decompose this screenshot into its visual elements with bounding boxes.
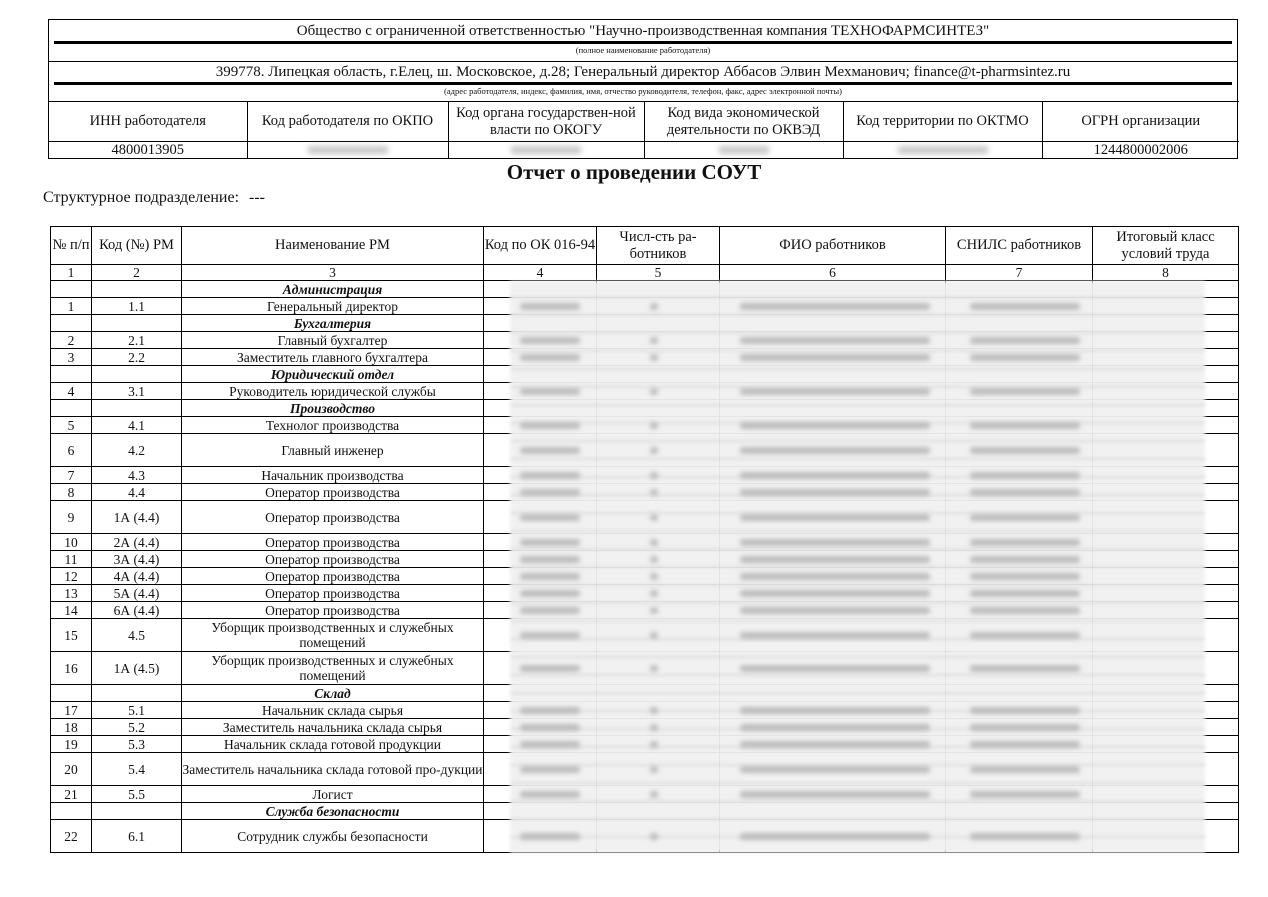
rm-name: Технолог производства bbox=[182, 417, 484, 434]
section-name: Юридический отдел bbox=[182, 366, 484, 383]
codes-value-inn: 4800013905 bbox=[49, 142, 247, 160]
rm-name: Логист bbox=[182, 786, 484, 803]
col-header-fio: ФИО работников bbox=[720, 227, 946, 265]
redacted-text bbox=[650, 632, 658, 639]
row-number: 18 bbox=[51, 719, 92, 736]
redacted-text bbox=[970, 422, 1080, 429]
rm-name: Главный инженер bbox=[182, 434, 484, 467]
rm-code: 5.2 bbox=[92, 719, 182, 736]
empty-cell bbox=[92, 366, 182, 383]
row-number: 20 bbox=[51, 753, 92, 786]
col-header-number: № п/п bbox=[51, 227, 92, 265]
redacted-text bbox=[650, 573, 658, 580]
rm-name: Руководитель юридической службы bbox=[182, 383, 484, 400]
col-header-snils: СНИЛС работников bbox=[946, 227, 1093, 265]
codes-header-okogu: Код органа государствен-ной власти по ОКОГУ bbox=[448, 102, 644, 142]
redacted-text bbox=[740, 724, 930, 731]
structural-subdivision bbox=[43, 189, 265, 207]
column-number: 5 bbox=[597, 265, 720, 281]
redacted-text bbox=[650, 337, 658, 344]
rm-name: Уборщик производственных и служебных помещений bbox=[182, 652, 484, 685]
redacted-text bbox=[650, 556, 658, 563]
redacted-text bbox=[520, 388, 580, 395]
redacted-text bbox=[740, 707, 930, 714]
redacted-text bbox=[520, 337, 580, 344]
section-name: Бухгалтерия bbox=[182, 315, 484, 332]
redacted-text bbox=[970, 707, 1080, 714]
rm-code: 6.1 bbox=[92, 820, 182, 853]
rm-name: Оператор производства bbox=[182, 484, 484, 501]
rm-name: Оператор производства bbox=[182, 501, 484, 534]
column-number: 2 bbox=[92, 265, 182, 281]
rm-code: 3А (4.4) bbox=[92, 551, 182, 568]
rm-name: Начальник склада готовой продукции bbox=[182, 736, 484, 753]
row-number: 19 bbox=[51, 736, 92, 753]
col-header-headcount: Числ-сть ра-ботников bbox=[597, 227, 720, 265]
row-number: 2 bbox=[51, 332, 92, 349]
column-number: 6 bbox=[720, 265, 946, 281]
empty-cell bbox=[92, 315, 182, 332]
report-title: Отчет о проведении СОУТ bbox=[506, 160, 762, 184]
redacted-text bbox=[740, 556, 930, 563]
redacted-text bbox=[520, 303, 580, 310]
rm-name: Генеральный директор bbox=[182, 298, 484, 315]
row-number: 15 bbox=[51, 619, 92, 652]
rm-code: 4.3 bbox=[92, 467, 182, 484]
redacted-text bbox=[970, 539, 1080, 546]
redacted-text bbox=[970, 632, 1080, 639]
redacted-text bbox=[970, 665, 1080, 672]
row-number: 22 bbox=[51, 820, 92, 853]
row-number: 17 bbox=[51, 702, 92, 719]
redacted-text bbox=[740, 665, 930, 672]
rm-name: Заместитель начальника склада сырья bbox=[182, 719, 484, 736]
redacted-text bbox=[740, 833, 930, 840]
rm-name: Оператор производства bbox=[182, 534, 484, 551]
rm-name: Оператор производства bbox=[182, 602, 484, 619]
rm-code: 4.5 bbox=[92, 619, 182, 652]
redacted-text bbox=[650, 472, 658, 479]
redacted-text bbox=[650, 741, 658, 748]
codes-header-row bbox=[49, 102, 1239, 142]
empty-cell bbox=[51, 803, 92, 820]
rm-code: 5А (4.4) bbox=[92, 585, 182, 602]
redacted-text bbox=[650, 489, 658, 496]
rm-code: 6А (4.4) bbox=[92, 602, 182, 619]
redacted-text bbox=[740, 447, 930, 454]
rm-name: Заместитель начальника склада готовой про-дукции bbox=[182, 753, 484, 786]
column-number: 4 bbox=[484, 265, 597, 281]
employer-full-name: Общество с ограниченной ответственностью "Научно-производственная компания ТЕХНОФАРМСИНТЕЗ" bbox=[296, 23, 990, 39]
col-header-rm-code: Код (№) РМ bbox=[92, 227, 182, 265]
redacted-text bbox=[520, 422, 580, 429]
redacted-text bbox=[650, 388, 658, 395]
redacted-text bbox=[650, 791, 658, 798]
redacted-text bbox=[520, 607, 580, 614]
empty-cell bbox=[92, 400, 182, 417]
redacted-text bbox=[740, 766, 930, 773]
redacted-text bbox=[970, 724, 1080, 731]
row-number: 7 bbox=[51, 467, 92, 484]
codes-value-okogu-redacted bbox=[448, 142, 644, 160]
row-number: 5 bbox=[51, 417, 92, 434]
redacted-text bbox=[520, 632, 580, 639]
row-number: 8 bbox=[51, 484, 92, 501]
rm-code: 1А (4.4) bbox=[92, 501, 182, 534]
row-number: 10 bbox=[51, 534, 92, 551]
rm-name: Оператор производства bbox=[182, 551, 484, 568]
redacted-text bbox=[650, 422, 658, 429]
redacted-text bbox=[650, 303, 658, 310]
redacted-text bbox=[970, 556, 1080, 563]
codes-header-inn: ИНН работодателя bbox=[49, 102, 247, 142]
redacted-text bbox=[650, 707, 658, 714]
employer-address: 399778. Липецкая область, г.Елец, ш. Московское, д.28; Генеральный директор Аббасов Элвин Мехманович; finance@t-pharmsintez.ru bbox=[215, 64, 1071, 80]
employer-header bbox=[48, 19, 1238, 159]
redacted-text bbox=[740, 632, 930, 639]
redacted-content bbox=[510, 281, 1205, 853]
redacted-text bbox=[650, 766, 658, 773]
rm-code: 2А (4.4) bbox=[92, 534, 182, 551]
redacted-text bbox=[740, 472, 930, 479]
redacted-text bbox=[520, 833, 580, 840]
rm-name: Главный бухгалтер bbox=[182, 332, 484, 349]
redacted-text bbox=[520, 489, 580, 496]
redacted-text bbox=[650, 447, 658, 454]
redacted-text bbox=[520, 514, 580, 521]
redacted-text bbox=[740, 590, 930, 597]
redacted-text bbox=[650, 539, 658, 546]
redacted-text bbox=[970, 388, 1080, 395]
codes-value-row bbox=[49, 142, 1239, 160]
redacted-text bbox=[970, 791, 1080, 798]
column-number: 8 bbox=[1093, 265, 1239, 281]
empty-cell bbox=[92, 685, 182, 702]
column-number-row bbox=[51, 265, 1239, 281]
redacted-text bbox=[970, 489, 1080, 496]
section-name: Склад bbox=[182, 685, 484, 702]
rm-code: 1.1 bbox=[92, 298, 182, 315]
redacted-text bbox=[520, 707, 580, 714]
row-number: 3 bbox=[51, 349, 92, 366]
redacted-text bbox=[520, 472, 580, 479]
rm-code: 4А (4.4) bbox=[92, 568, 182, 585]
codes-header-okpo: Код работодателя по ОКПО bbox=[247, 102, 448, 142]
redacted-text bbox=[740, 489, 930, 496]
row-number: 9 bbox=[51, 501, 92, 534]
redacted-text bbox=[740, 388, 930, 395]
rm-code: 4.1 bbox=[92, 417, 182, 434]
divider bbox=[54, 82, 1232, 85]
rm-code: 5.4 bbox=[92, 753, 182, 786]
divider bbox=[49, 61, 1237, 62]
empty-cell bbox=[51, 315, 92, 332]
redacted-text bbox=[650, 724, 658, 731]
redacted-text bbox=[740, 422, 930, 429]
rm-name: Уборщик производственных и служебных помещений bbox=[182, 619, 484, 652]
rm-code: 4.2 bbox=[92, 434, 182, 467]
rm-code: 5.1 bbox=[92, 702, 182, 719]
row-number: 16 bbox=[51, 652, 92, 685]
rm-name: Оператор производства bbox=[182, 585, 484, 602]
row-number: 14 bbox=[51, 602, 92, 619]
codes-header-oktmo: Код территории по ОКТМО bbox=[843, 102, 1042, 142]
empty-cell bbox=[92, 803, 182, 820]
redacted-text bbox=[650, 514, 658, 521]
rm-code: 2.1 bbox=[92, 332, 182, 349]
redacted-text bbox=[740, 539, 930, 546]
column-number: 3 bbox=[182, 265, 484, 281]
redacted-text bbox=[970, 741, 1080, 748]
employer-address-caption: (адрес работодателя, индекс, фамилия, имя, отчество руководителя, телефон, факс, адрес электронной почты) bbox=[444, 86, 842, 96]
codes-value-ogrn: 1244800002006 bbox=[1042, 142, 1239, 160]
redacted-text bbox=[650, 354, 658, 361]
rm-code: 5.3 bbox=[92, 736, 182, 753]
row-number: 11 bbox=[51, 551, 92, 568]
redacted-text bbox=[740, 514, 930, 521]
rm-name: Начальник склада сырья bbox=[182, 702, 484, 719]
table-header-row bbox=[51, 227, 1239, 265]
redacted-text bbox=[970, 573, 1080, 580]
rm-code: 2.2 bbox=[92, 349, 182, 366]
employer-full-name-caption: (полное наименование работодателя) bbox=[575, 45, 711, 55]
redacted-text bbox=[520, 590, 580, 597]
redacted-text bbox=[970, 766, 1080, 773]
redacted-text bbox=[520, 556, 580, 563]
codes-value-okpo-redacted bbox=[247, 142, 448, 160]
codes-header-ogrn: ОГРН организации bbox=[1042, 102, 1239, 142]
empty-cell bbox=[51, 366, 92, 383]
row-number: 1 bbox=[51, 298, 92, 315]
row-number: 6 bbox=[51, 434, 92, 467]
redacted-text bbox=[520, 354, 580, 361]
redacted-text bbox=[520, 573, 580, 580]
empty-cell bbox=[51, 685, 92, 702]
codes-header-okved: Код вида экономической деятельности по ОКВЭД bbox=[644, 102, 843, 142]
rm-name: Начальник производства bbox=[182, 467, 484, 484]
subdivision-label: Структурное подразделение: bbox=[43, 189, 240, 206]
section-name: Администрация bbox=[182, 281, 484, 298]
redacted-text bbox=[740, 337, 930, 344]
redacted-text bbox=[970, 472, 1080, 479]
rm-code: 4.4 bbox=[92, 484, 182, 501]
redacted-text bbox=[970, 447, 1080, 454]
redacted-text bbox=[740, 573, 930, 580]
column-number: 1 bbox=[51, 265, 92, 281]
redacted-text bbox=[520, 724, 580, 731]
redacted-text bbox=[970, 354, 1080, 361]
redacted-text bbox=[740, 741, 930, 748]
redacted-text bbox=[970, 590, 1080, 597]
codes-value-okved-redacted bbox=[644, 142, 843, 160]
redacted-text bbox=[520, 741, 580, 748]
redacted-text bbox=[650, 607, 658, 614]
rm-name: Заместитель главного бухгалтера bbox=[182, 349, 484, 366]
column-number: 7 bbox=[946, 265, 1093, 281]
redacted-text bbox=[970, 607, 1080, 614]
redacted-text bbox=[520, 791, 580, 798]
row-number: 21 bbox=[51, 786, 92, 803]
redacted-text bbox=[740, 791, 930, 798]
empty-cell bbox=[51, 400, 92, 417]
empty-cell bbox=[92, 281, 182, 298]
row-number: 12 bbox=[51, 568, 92, 585]
col-header-ok-code: Код по ОК 016-94 bbox=[484, 227, 597, 265]
redacted-text bbox=[740, 303, 930, 310]
redacted-text bbox=[740, 354, 930, 361]
redacted-text bbox=[970, 337, 1080, 344]
subdivision-value: --- bbox=[249, 189, 265, 206]
redacted-text bbox=[520, 539, 580, 546]
redacted-text bbox=[970, 833, 1080, 840]
redacted-text bbox=[650, 665, 658, 672]
col-header-class: Итоговый класс условий труда bbox=[1093, 227, 1239, 265]
redacted-text bbox=[650, 833, 658, 840]
redacted-text bbox=[740, 607, 930, 614]
redacted-text bbox=[520, 447, 580, 454]
section-name: Служба безопасности bbox=[182, 803, 484, 820]
row-number: 13 bbox=[51, 585, 92, 602]
redacted-text bbox=[650, 590, 658, 597]
employer-codes-table bbox=[49, 101, 1239, 159]
rm-name: Сотрудник службы безопасности bbox=[182, 820, 484, 853]
rm-code: 5.5 bbox=[92, 786, 182, 803]
redacted-text bbox=[520, 766, 580, 773]
section-name: Производство bbox=[182, 400, 484, 417]
rm-code: 1А (4.5) bbox=[92, 652, 182, 685]
col-header-rm-name: Наименование РМ bbox=[182, 227, 484, 265]
codes-value-oktmo-redacted bbox=[843, 142, 1042, 160]
redacted-text bbox=[970, 514, 1080, 521]
redacted-text bbox=[970, 303, 1080, 310]
empty-cell bbox=[51, 281, 92, 298]
rm-code: 3.1 bbox=[92, 383, 182, 400]
redacted-text bbox=[520, 665, 580, 672]
rm-name: Оператор производства bbox=[182, 568, 484, 585]
row-number: 4 bbox=[51, 383, 92, 400]
divider bbox=[54, 41, 1232, 44]
